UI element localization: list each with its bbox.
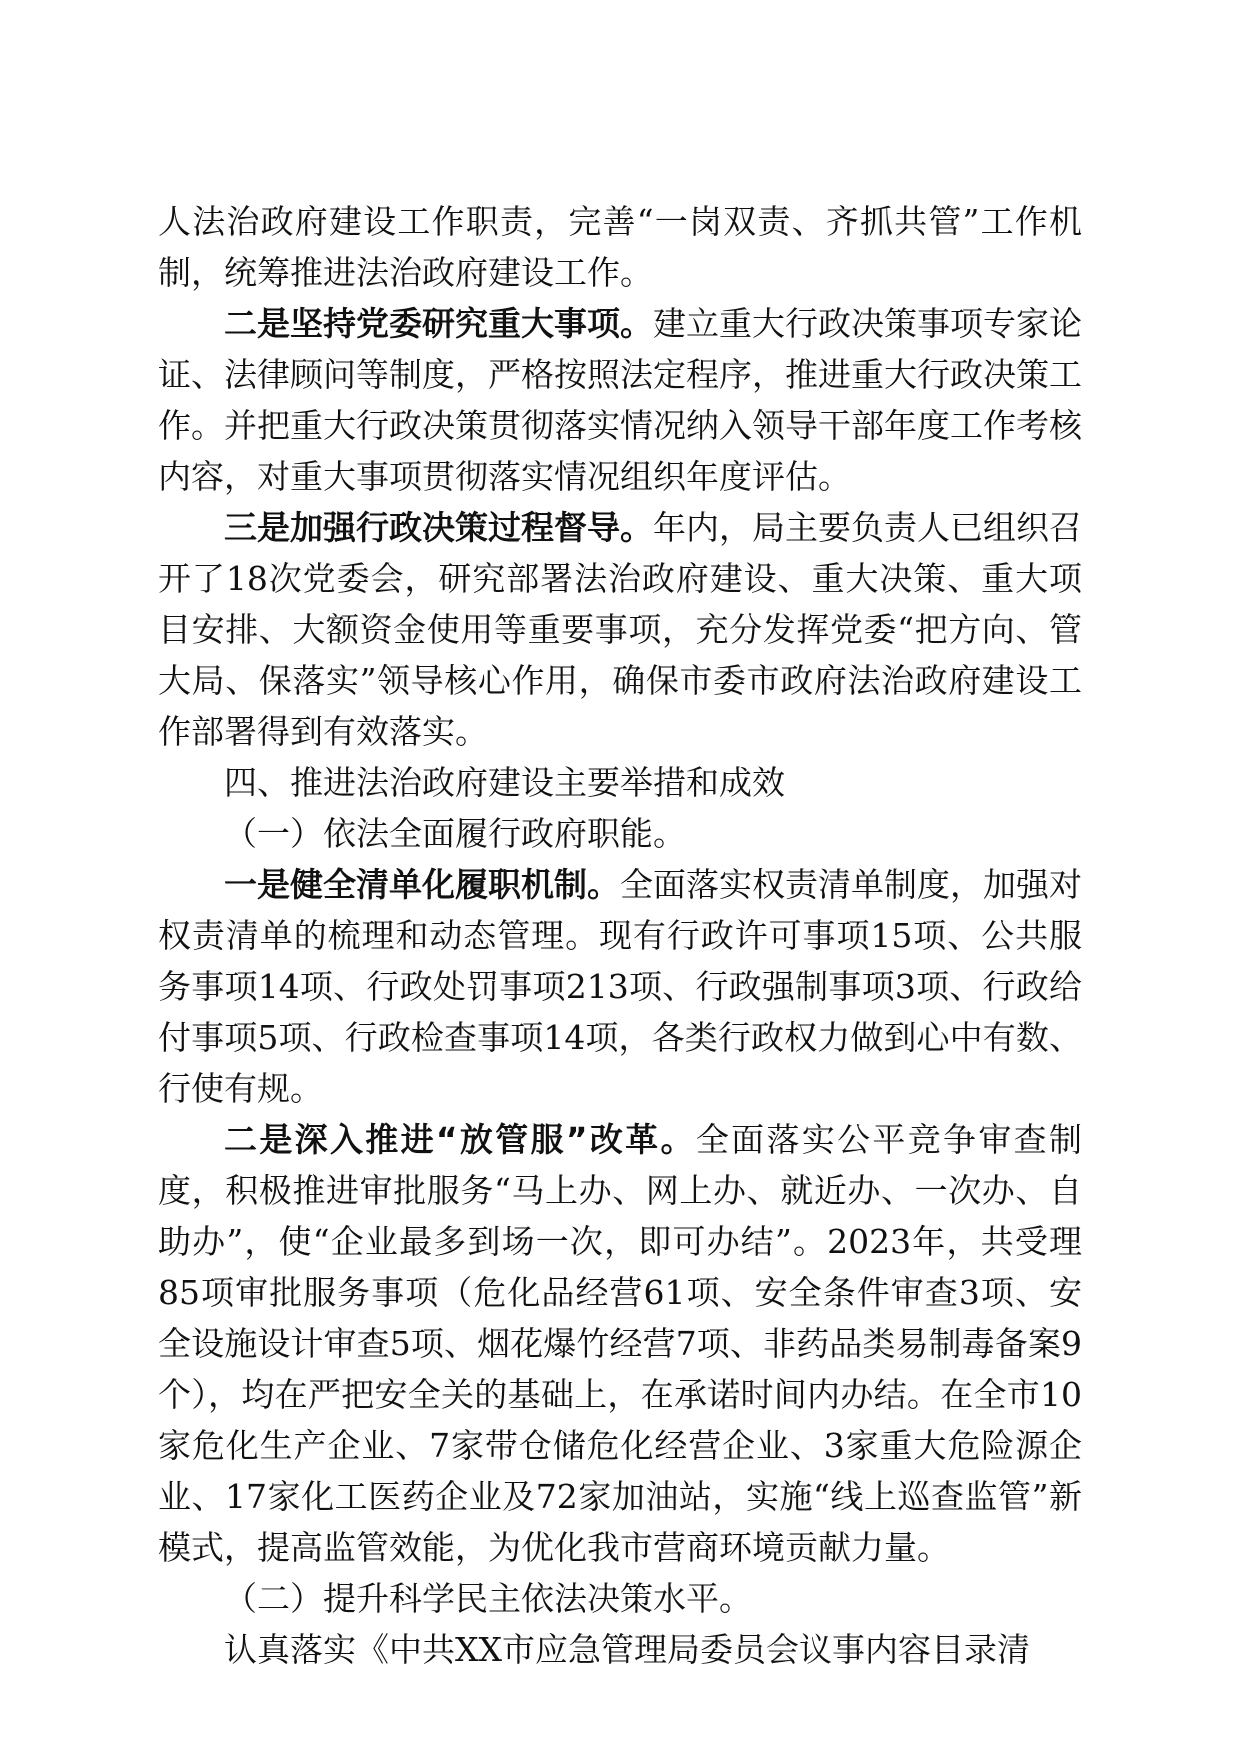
paragraph-lead: 一是健全清单化履职机制。 bbox=[224, 865, 620, 904]
document-page bbox=[158, 196, 1082, 1675]
subsection-heading-1: （一）依法全面履行政府职能。 bbox=[224, 814, 686, 853]
paragraph-lead: 二是深入推进“放管服”改革。 bbox=[224, 1120, 696, 1159]
paragraph-decision-supervision bbox=[158, 502, 1082, 757]
paragraph-party-committee-major-matters bbox=[158, 298, 1082, 502]
paragraph-body: 年内，局主要负责人已组织召开了18次党委会，研究部署法治政府建设、重大决策、重大项目安排、大额资金使用等重要事项，充分发挥党委“把方向、管大局、保落实”领导核心作用，确保市委市政府法治政府建设工作部署得到有效落实。 bbox=[158, 508, 1082, 751]
paragraph-body: 全面落实公平竞争审查制度，积极推进审批服务“马上办、网上办、就近办、一次办、自助办”，使“企业最多到场一次，即可办结”。2023年，共受理85项审批服务事项（危化品经营61项、安全条件审查3项、安全设施设计审查5项、烟花爆竹经营7项、非药品类易制毒备案9个），均在严把安全关的基础上，在承诺时间内办结。在全市10家危化生产企业、7家带仓储危化经营企业、3家重大危险源企业、17家化工医药企业及72家加油站，实施“线上巡查监管”新模式，提高监管效能，为优化我市营商环境贡献力量。 bbox=[158, 1120, 1082, 1567]
paragraph-intro: 人法治政府建设工作职责，完善“一岗双责、齐抓共管”工作机制，统筹推进法治政府建设工作。 bbox=[158, 202, 1082, 292]
paragraph-last: 认真落实《中共XX市应急管理局委员会议事内容目录清 bbox=[224, 1630, 1030, 1669]
paragraph-lead: 二是坚持党委研究重大事项。 bbox=[224, 304, 653, 343]
subsection-heading-2: （二）提升科学民主依法决策水平。 bbox=[224, 1579, 752, 1618]
paragraph-list-mechanism bbox=[158, 859, 1082, 1114]
paragraph-body: 全面落实权责清单制度，加强对权责清单的梳理和动态管理。现有行政许可事项15项、公共服务事项14项、行政处罚事项213项、行政强制事项3项、行政给付事项5项、行政检查事项14项，各类行政权力做到心中有数、行使有规。 bbox=[158, 865, 1082, 1108]
paragraph-body: 建立重大行政决策事项专家论证、法律顾问等制度，严格按照法定程序，推进重大行政决策工作。并把重大行政决策贯彻落实情况纳入领导干部年度工作考核内容，对重大事项贯彻落实情况组织年度评估。 bbox=[158, 304, 1082, 496]
paragraph-fangguanfu-reform bbox=[158, 1114, 1082, 1573]
section-heading-4: 四、推进法治政府建设主要举措和成效 bbox=[224, 763, 785, 802]
paragraph-lead: 三是加强行政决策过程督导。 bbox=[224, 508, 653, 547]
